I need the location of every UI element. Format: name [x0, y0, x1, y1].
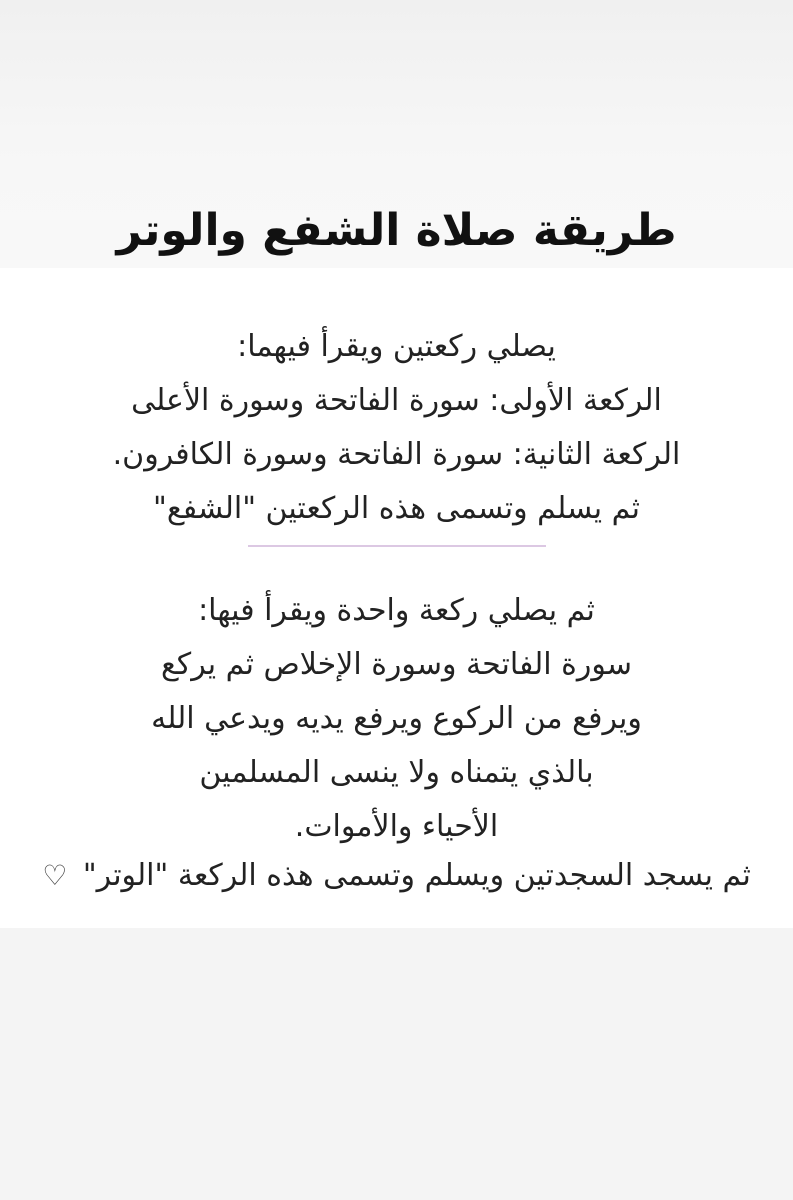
shaf-line-intro: يصلي ركعتين ويقرأ فيهما: — [237, 329, 556, 364]
bottom-background — [0, 928, 793, 1200]
page-title: طريقة صلاة الشفع والوتر — [116, 205, 677, 256]
witr-line-raise: ويرفع من الركوع ويرفع يديه ويدعي الله — [151, 701, 642, 736]
heart-icon: ♡ — [42, 859, 68, 892]
closing-section — [0, 858, 793, 893]
witr-line-surahs: سورة الفاتحة وسورة الإخلاص ثم يركع — [160, 647, 633, 682]
shaf-line-first-rakah: الركعة الأولى: سورة الفاتحة وسورة الأعلى — [131, 383, 662, 418]
shaf-section — [0, 320, 793, 536]
witr-line-dua: بالذي يتمناه ولا ينسى المسلمين — [199, 755, 594, 790]
closing-line — [0, 858, 793, 893]
witr-section — [0, 584, 793, 854]
witr-line-living-dead: الأحياء والأموات. — [294, 809, 499, 844]
shaf-line-second-rakah: الركعة الثانية: سورة الفاتحة وسورة الكافرون. — [112, 437, 681, 472]
witr-line-intro: ثم يصلي ركعة واحدة ويقرأ فيها: — [198, 593, 595, 628]
section-divider — [248, 545, 546, 547]
closing-text: ثم يسجد السجدتين ويسلم وتسمى هذه الركعة "الوتر" — [82, 858, 751, 893]
shaf-line-naming: ثم يسلم وتسمى هذه الركعتين "الشفع" — [153, 491, 640, 526]
